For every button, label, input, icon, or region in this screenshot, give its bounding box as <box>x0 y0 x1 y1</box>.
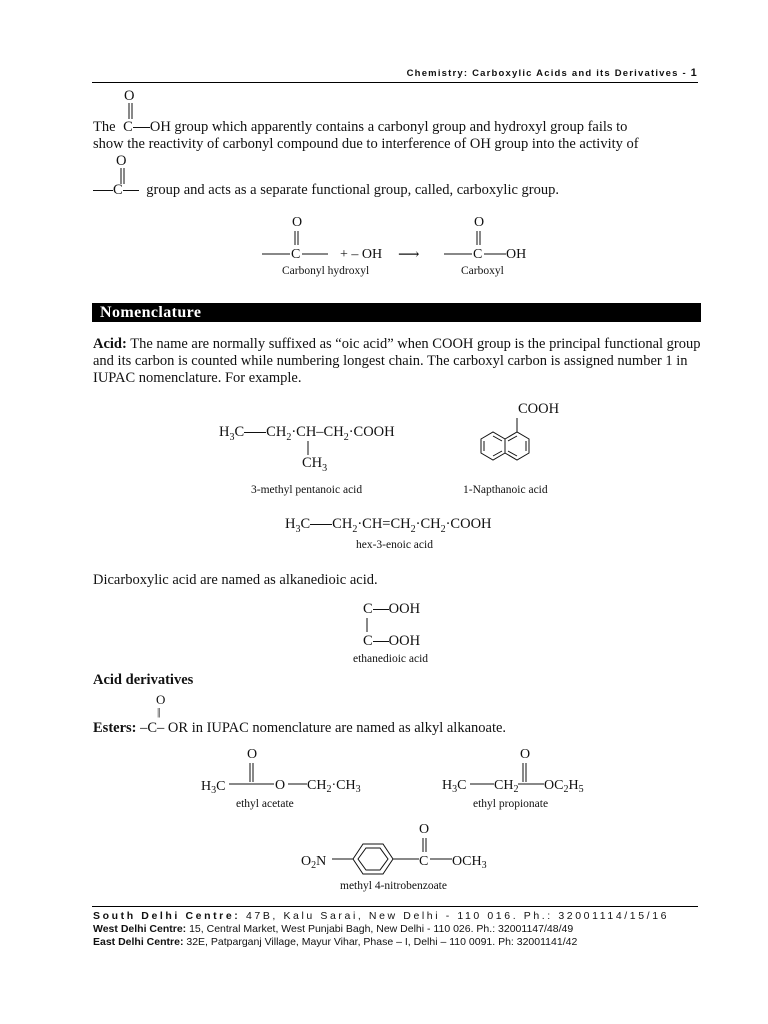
derivatives-heading: Acid derivatives <box>93 672 194 688</box>
footer-west: West Delhi Centre: 15, Central Market, West Punjabi Bagh, New Delhi - 110 026. Ph.: 32001147/48/49 <box>93 923 574 935</box>
methyl-nitrobenzoate-structure <box>295 815 515 880</box>
svg-text:H3C: $H_3C$ <box>201 779 226 796</box>
intro-line-2: show the reactivity of carbonyl compound due to interference of OH group into the activity of <box>93 136 639 152</box>
page-number: 1 <box>690 67 698 79</box>
svg-text:O: O <box>275 778 286 793</box>
reaction-arrow: ⟶ <box>398 247 420 263</box>
svg-text:O: O <box>520 747 531 762</box>
ester-double-bond: || <box>157 706 160 718</box>
svg-text:C: C <box>419 854 429 869</box>
ester-line: Esters: –C– OR in IUPAC nomenclature are named as alkyl alkanoate. <box>93 720 507 736</box>
ester-o: O <box>156 692 166 707</box>
intro-line-3: C group and acts as a separate functional group, called, carboxylic group. <box>93 182 559 199</box>
footer-east: East Delhi Centre: 32E, Patparganj Village, Mayur Vihar, Phase – I, Delhi – 110 0091. Ph: 32001141/42 <box>93 936 578 948</box>
reaction-o-right: O <box>474 215 485 230</box>
reaction-oh: OH <box>506 247 527 262</box>
reaction-c-right: C <box>473 247 483 262</box>
methyl-pentanoic-name: 3-methyl pentanoic acid <box>251 484 363 496</box>
reaction-plus-oh: + – OH <box>340 247 383 262</box>
page-header: Chemistry: Carboxylic Acids and its Derivatives - 1 <box>406 67 698 79</box>
dicarboxylic-text: Dicarboxylic acid are named as alkanedioic acid. <box>93 572 378 588</box>
header-title: Chemistry: Carboxylic Acids and its Derivatives <box>406 68 679 79</box>
reaction-label-right: Carboxyl <box>461 265 504 277</box>
ethanedioic-bond <box>364 618 370 634</box>
svg-text:O: O <box>419 822 430 837</box>
naphthalene-ring <box>465 416 545 476</box>
ethanedioic-top: C OOH <box>363 601 421 617</box>
svg-text:CH2: $CH_2$ <box>494 778 519 795</box>
reaction-label-left: Carbonyl hydroxyl <box>282 265 370 277</box>
methyl-pentanoic-formula: $H_3C$ $CH_2\cdot CH-CH_2\cdot COOH$ <box>219 424 395 443</box>
methyl-branch: $CH_3$ <box>302 455 328 474</box>
reaction-c-left: C <box>291 247 301 262</box>
svg-text:H3C: $H_3C$ <box>442 778 467 795</box>
hex-formula: $H_3C$ $CH_2\cdot CH=CH_2\cdot CH_2\cdot COOH$ <box>285 516 492 535</box>
svg-text:O2N: $O_2N$ <box>301 854 327 871</box>
reaction-o-left: O <box>292 215 303 230</box>
ethanedioic-bottom: C OOH <box>363 633 421 649</box>
acid-paragraph: Acid: The name are normally suffixed as “oic acid” when COOH group is the principal functional group and its carbon is counted while numbering longest chain. The carboxyl carbon is assigned number 1 in IUPAC nomenclature. For example. <box>93 336 701 386</box>
svg-text:OCH3: $OCH_3$ <box>452 854 487 871</box>
ethyl-acetate-name: ethyl acetate <box>236 798 294 810</box>
reaction-scheme <box>250 210 550 290</box>
naph-name: 1-Napthanoic acid <box>463 484 548 496</box>
nitrobenzoate-name: methyl 4-nitrobenzoate <box>340 880 447 892</box>
intro-line-1: The C OH group which apparently contains a carbonyl group and hydroxyl group fails to <box>93 119 628 135</box>
section-title: Nomenclature <box>92 303 701 322</box>
footer-south: South Delhi Centre: 47B, Kalu Sarai, New Delhi - 110 016. Ph.: 32001114/15/16 <box>93 910 670 922</box>
intro-group-o-2: O <box>116 153 127 169</box>
svg-text:CH2·CH3: $CH_2\cdot CH_3$ <box>307 778 361 795</box>
svg-text:OC2H5: $OC_2H_5$ <box>544 778 584 795</box>
hex-name: hex-3-enoic acid <box>356 539 433 551</box>
intro-group-o: O <box>124 88 135 104</box>
svg-text:O: O <box>247 747 258 762</box>
header-rule <box>92 82 698 83</box>
footer-rule <box>92 906 698 907</box>
ethyl-propionate-name: ethyl propionate <box>473 798 549 810</box>
ethanedioic-name: ethanedioic acid <box>353 653 429 665</box>
naph-cooh: COOH <box>518 401 560 417</box>
